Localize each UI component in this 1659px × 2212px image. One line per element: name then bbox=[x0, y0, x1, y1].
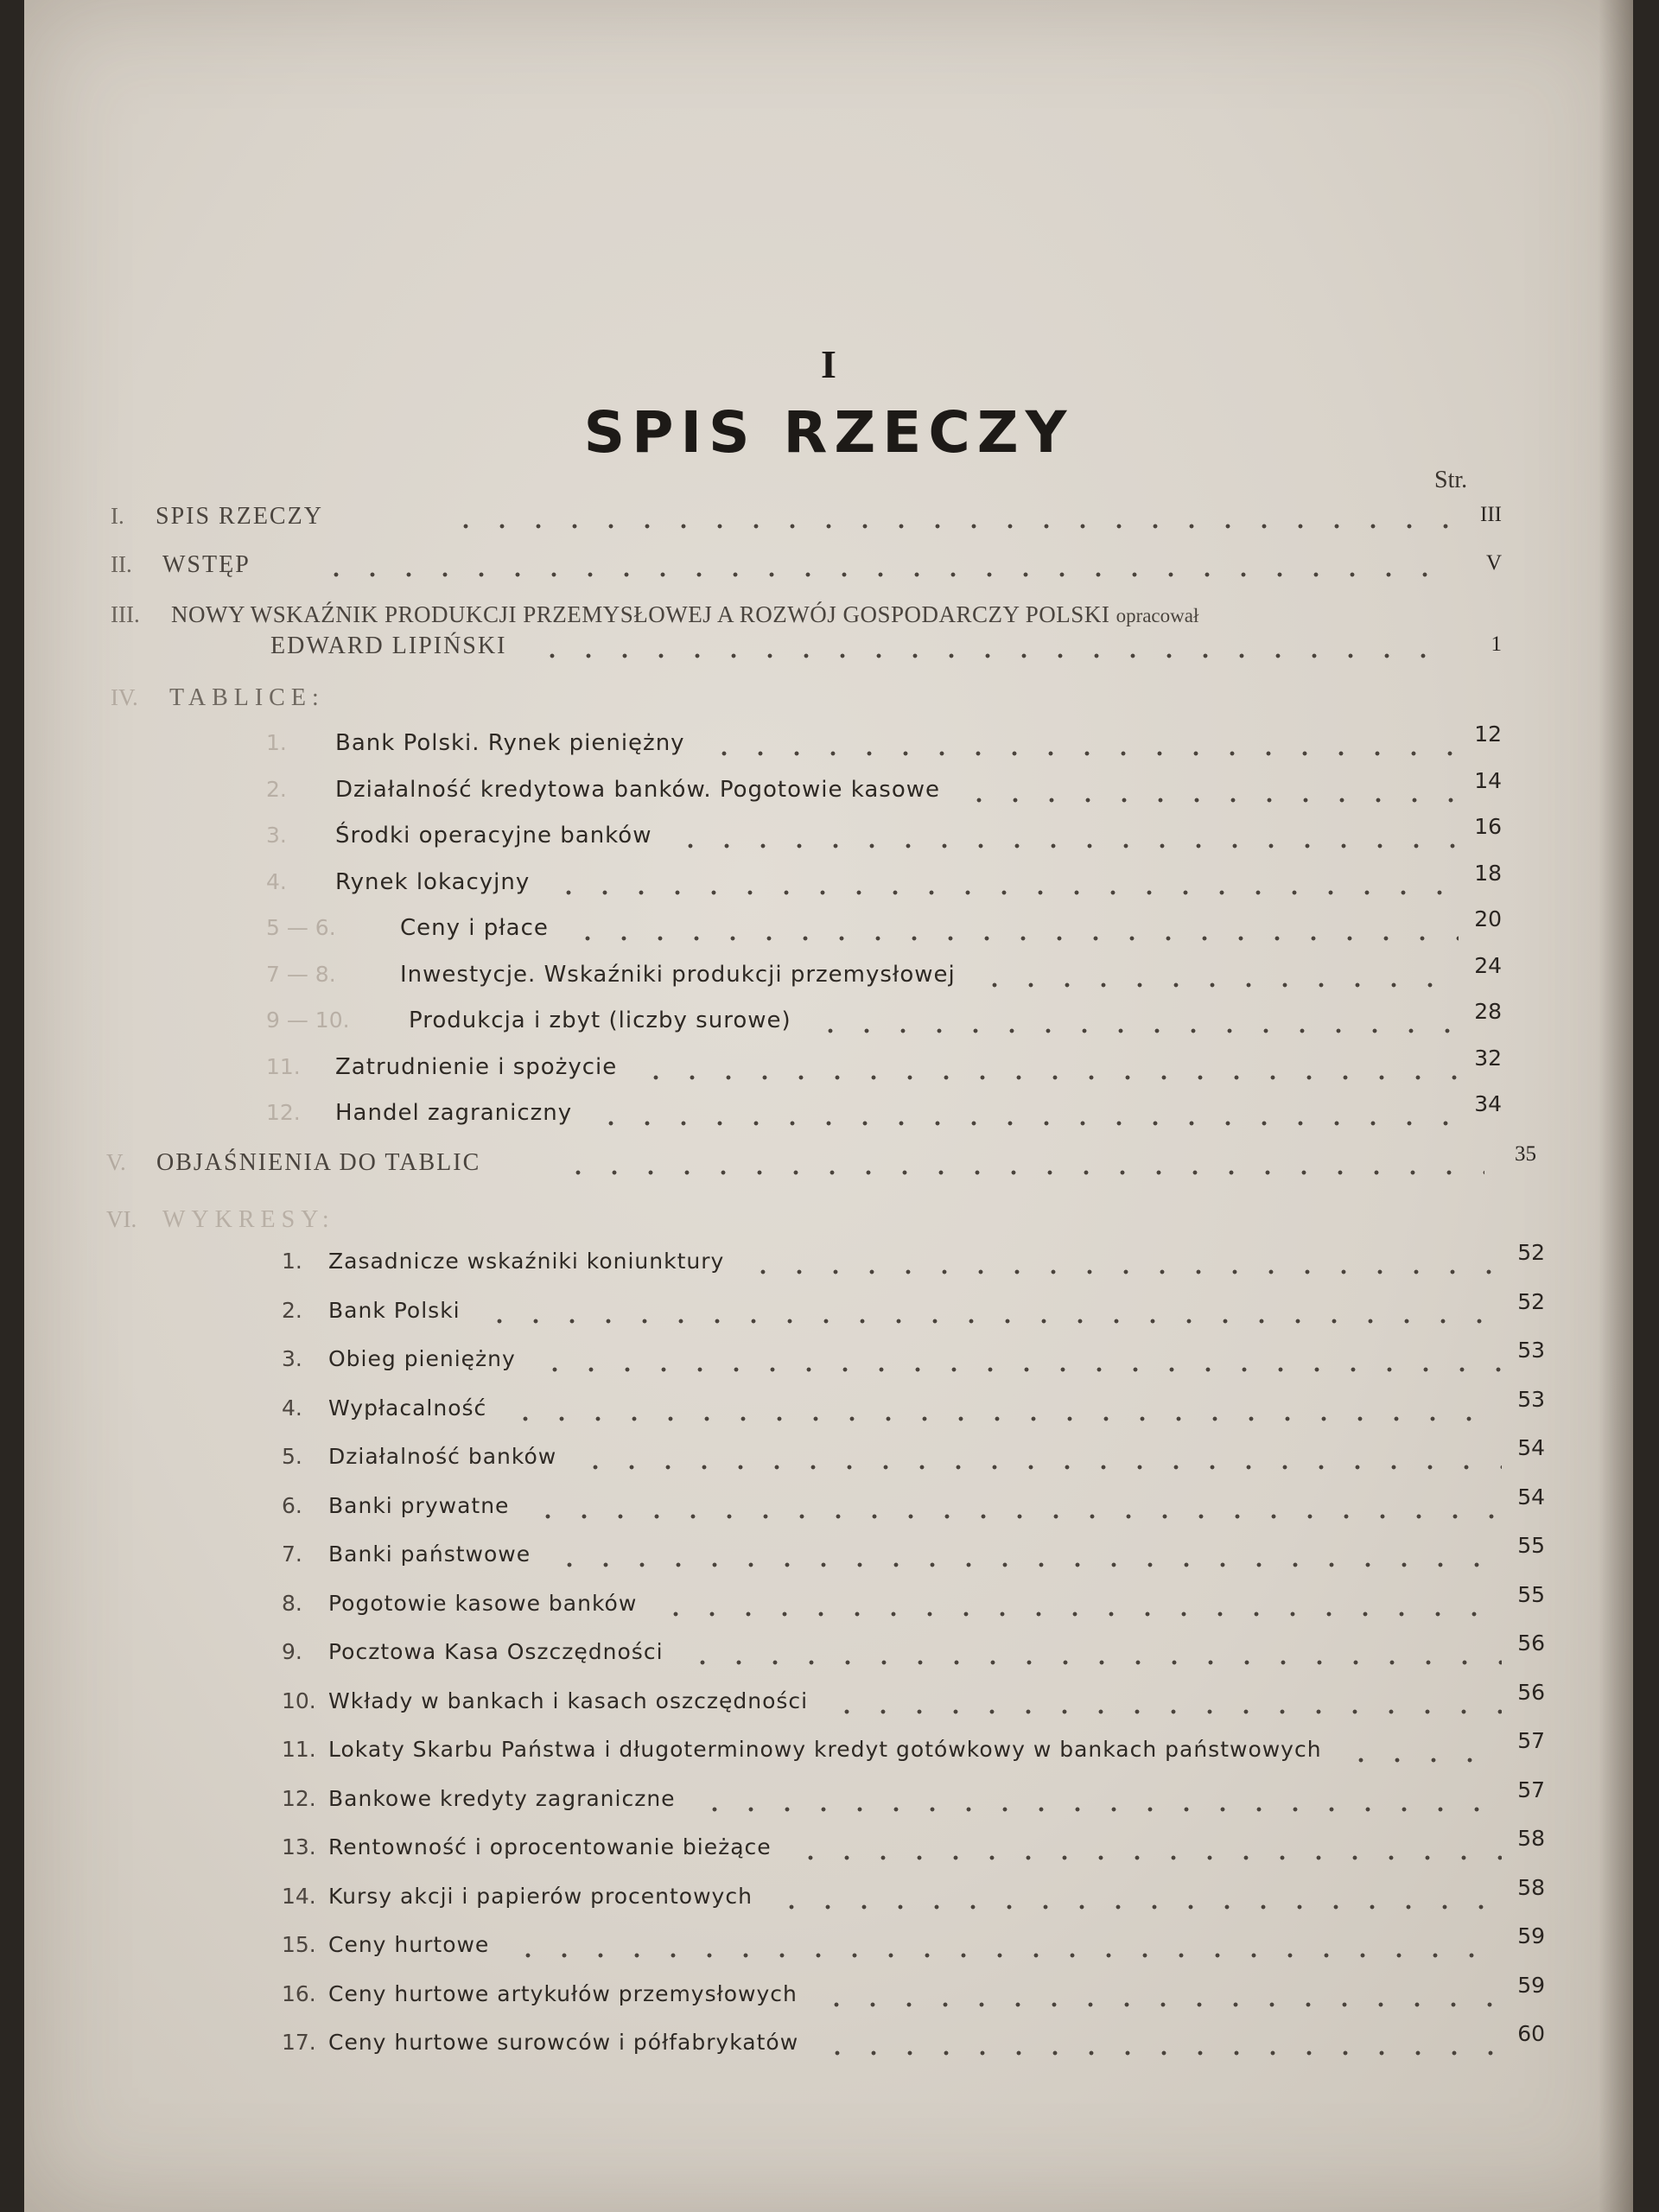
leader-dots bbox=[481, 1317, 1502, 1325]
page-number: V bbox=[1485, 551, 1502, 575]
item-number: 5. bbox=[282, 1444, 302, 1469]
item-title: Ceny hurtowe surowców i półfabrykatów bbox=[328, 2030, 799, 2055]
section-author: EDWARD LIPIŃSKI bbox=[270, 632, 507, 659]
wykres-item[interactable] bbox=[24, 1972, 1633, 2021]
item-number: 13. bbox=[282, 1834, 316, 1859]
item-title: Zasadnicze wskaźniki koniunktury bbox=[328, 1249, 725, 1274]
item-number: 9. bbox=[282, 1639, 302, 1664]
leader-dots bbox=[577, 1463, 1502, 1471]
item-number: 1. bbox=[282, 1249, 302, 1274]
leader-dots bbox=[560, 1168, 1484, 1177]
tablica-item[interactable] bbox=[24, 814, 1633, 862]
item-number: 7. bbox=[282, 1541, 302, 1567]
leader-dots bbox=[1343, 1756, 1502, 1764]
item-title: Ceny i płace bbox=[400, 915, 549, 941]
page-number: 59 bbox=[1517, 1972, 1545, 1998]
leader-dots bbox=[745, 1268, 1502, 1276]
item-title: Ceny hurtowe artykułów przemysłowych bbox=[328, 1980, 798, 2006]
section-title: WYKRESY: bbox=[162, 1206, 335, 1233]
page-sheet bbox=[24, 0, 1633, 2212]
item-title: Kursy akcji i papierów procentowych bbox=[328, 1883, 753, 1909]
page-number: 52 bbox=[1517, 1240, 1545, 1265]
wykres-item[interactable] bbox=[24, 1826, 1633, 1874]
item-number: 12. bbox=[282, 1785, 316, 1811]
wykres-item[interactable] bbox=[24, 1386, 1633, 1435]
page-number: 57 bbox=[1517, 1728, 1545, 1753]
item-number: 6. bbox=[282, 1492, 302, 1518]
page-number: 35 bbox=[1515, 1142, 1536, 1166]
leader-dots bbox=[551, 1560, 1502, 1569]
section-number: V. bbox=[106, 1149, 126, 1175]
page-number: 55 bbox=[1517, 1533, 1545, 1558]
page-number: 55 bbox=[1517, 1581, 1545, 1607]
wykres-item[interactable] bbox=[24, 1581, 1633, 1630]
toc-section-3[interactable] bbox=[24, 601, 1633, 671]
toc-section-1[interactable] bbox=[24, 503, 1633, 543]
item-number: 4. bbox=[282, 1395, 302, 1421]
item-number: 17. bbox=[282, 2030, 316, 2055]
leader-dots bbox=[530, 1512, 1502, 1521]
leader-dots bbox=[537, 1365, 1502, 1374]
tablica-item[interactable] bbox=[24, 860, 1633, 909]
section-number: IV. bbox=[111, 684, 138, 710]
leader-dots bbox=[510, 1951, 1502, 1960]
leader-dots bbox=[448, 522, 1450, 531]
item-number: 2. bbox=[282, 1297, 302, 1323]
item-title: Inwestycje. Wskaźniki produkcji przemysłowej bbox=[400, 961, 956, 988]
page-number: 20 bbox=[1474, 906, 1502, 931]
wykres-item[interactable] bbox=[24, 1484, 1633, 1533]
item-title: Wkłady w bankach i kasach oszczędności bbox=[328, 1688, 809, 1713]
leader-dots bbox=[684, 1658, 1502, 1667]
item-title: Zatrudnienie i spożycie bbox=[335, 1053, 618, 1080]
item-number: 15. bbox=[282, 1932, 316, 1957]
item-title: Ceny hurtowe bbox=[328, 1932, 490, 1957]
leader-dots bbox=[569, 934, 1459, 943]
item-title: Bank Polski bbox=[328, 1297, 461, 1323]
item-title: Działalność kredytowa banków. Pogotowie kasowe bbox=[335, 776, 941, 803]
item-number: 4. bbox=[266, 868, 287, 894]
wykres-item[interactable] bbox=[24, 1240, 1633, 1288]
wykres-item[interactable] bbox=[24, 1923, 1633, 1972]
item-title: Pocztowa Kasa Oszczędności bbox=[328, 1639, 664, 1664]
item-title: Bankowe kredyty zagraniczne bbox=[328, 1785, 676, 1811]
leader-dots bbox=[829, 1707, 1502, 1716]
section-title: SPIS RZECZY bbox=[156, 503, 323, 530]
page-number: 54 bbox=[1517, 1435, 1545, 1460]
wykres-item[interactable] bbox=[24, 1630, 1633, 1679]
leader-dots bbox=[534, 652, 1450, 660]
item-title: Handel zagraniczny bbox=[335, 1100, 573, 1126]
page-number: 57 bbox=[1517, 1777, 1545, 1802]
page-number: 28 bbox=[1474, 999, 1502, 1024]
leader-dots bbox=[658, 1610, 1502, 1618]
section-title: TABLICE: bbox=[169, 684, 325, 711]
page-number: 12 bbox=[1474, 721, 1502, 747]
item-number: 2. bbox=[266, 776, 287, 802]
page-number: 18 bbox=[1474, 860, 1502, 886]
leader-dots bbox=[976, 981, 1459, 989]
item-number: 14. bbox=[282, 1883, 316, 1909]
item-number: 8. bbox=[282, 1590, 302, 1616]
toc-section-5[interactable] bbox=[24, 1142, 1633, 1189]
section-number: I. bbox=[111, 503, 124, 529]
item-title: Wypłacalność bbox=[328, 1395, 487, 1421]
leader-dots bbox=[819, 2049, 1502, 2057]
section-number: III. bbox=[111, 601, 140, 627]
tablica-item[interactable] bbox=[24, 721, 1633, 770]
leader-dots bbox=[818, 2000, 1502, 2009]
tablica-item[interactable] bbox=[24, 906, 1633, 955]
item-title: Działalność banków bbox=[328, 1444, 557, 1469]
item-number: 12. bbox=[266, 1100, 301, 1125]
leader-dots bbox=[318, 570, 1450, 579]
page-number: 58 bbox=[1517, 1874, 1545, 1900]
tablica-item[interactable] bbox=[24, 999, 1633, 1047]
wykres-item[interactable] bbox=[24, 1288, 1633, 1338]
section-title: WSTĘP bbox=[162, 551, 251, 578]
item-title: Pogotowie kasowe banków bbox=[328, 1590, 638, 1616]
item-title: Obieg pieniężny bbox=[328, 1346, 516, 1371]
page-number: 60 bbox=[1517, 2021, 1545, 2046]
wykres-item[interactable] bbox=[24, 1435, 1633, 1484]
page-number: 59 bbox=[1517, 1923, 1545, 1948]
leader-dots bbox=[638, 1073, 1459, 1082]
leader-dots bbox=[773, 1903, 1502, 1911]
page-number: 58 bbox=[1517, 1826, 1545, 1851]
leader-dots bbox=[961, 796, 1459, 804]
wykres-item[interactable] bbox=[24, 1728, 1633, 1777]
section-title: NOWY WSKAŹNIK PRODUKCJI PRZEMYSŁOWEJ A ROZWÓJ GOSPODARCZY POLSKI opracował bbox=[171, 601, 1199, 627]
section-title: OBJAŚNIENIA DO TABLIC bbox=[156, 1149, 481, 1176]
item-title: Bank Polski. Rynek pieniężny bbox=[335, 730, 685, 756]
wykres-item[interactable] bbox=[24, 1679, 1633, 1728]
item-number: 11. bbox=[282, 1737, 316, 1762]
leader-dots bbox=[812, 1027, 1459, 1035]
item-number: 3. bbox=[282, 1346, 302, 1371]
item-title: Lokaty Skarbu Państwa i długoterminowy kredyt gotówkowy w bankach państwowych bbox=[328, 1737, 1322, 1762]
toc-section-4[interactable] bbox=[24, 684, 1633, 724]
leader-dots bbox=[672, 842, 1459, 850]
tablica-item[interactable] bbox=[24, 1045, 1633, 1094]
page-number: 53 bbox=[1517, 1386, 1545, 1412]
item-title: Rynek lokacyjny bbox=[335, 868, 531, 895]
tablica-item[interactable] bbox=[24, 952, 1633, 1001]
item-number: 9 — 10. bbox=[266, 1007, 350, 1033]
section-number: VI. bbox=[106, 1206, 137, 1232]
page-number: 24 bbox=[1474, 952, 1502, 978]
page-number: 54 bbox=[1517, 1484, 1545, 1510]
leader-dots bbox=[507, 1414, 1502, 1423]
page-roman-number: I bbox=[821, 342, 836, 386]
page-title: SPIS RZECZY bbox=[583, 399, 1074, 466]
tablica-item[interactable] bbox=[24, 1091, 1633, 1140]
item-number: 10. bbox=[282, 1688, 316, 1713]
item-number: 16. bbox=[282, 1980, 316, 2006]
page-number: 14 bbox=[1474, 767, 1502, 793]
page-number: 34 bbox=[1474, 1091, 1502, 1116]
toc-section-6[interactable] bbox=[24, 1206, 1633, 1246]
page-number: 52 bbox=[1517, 1288, 1545, 1314]
page-number: 32 bbox=[1474, 1045, 1502, 1071]
page-number: 56 bbox=[1517, 1630, 1545, 1656]
item-number: 7 — 8. bbox=[266, 961, 336, 987]
leader-dots bbox=[792, 1853, 1502, 1862]
item-title: Produkcja i zbyt (liczby surowe) bbox=[409, 1007, 791, 1033]
leader-dots bbox=[593, 1119, 1459, 1128]
page-column-label: Str. bbox=[1434, 467, 1468, 493]
page-number: III bbox=[1480, 503, 1502, 526]
item-number: 3. bbox=[266, 823, 287, 848]
toc-section-2[interactable] bbox=[24, 551, 1633, 591]
item-title: Banki państwowe bbox=[328, 1541, 531, 1567]
item-number: 11. bbox=[266, 1053, 301, 1079]
wykres-item[interactable] bbox=[24, 1874, 1633, 1923]
leader-dots bbox=[706, 749, 1459, 758]
leader-dots bbox=[696, 1805, 1502, 1814]
page-number: 1 bbox=[1491, 632, 1502, 656]
item-title: Rentowność i oprocentowanie bieżące bbox=[328, 1834, 772, 1859]
wykres-item[interactable] bbox=[24, 1777, 1633, 1826]
page-number: 16 bbox=[1474, 814, 1502, 839]
item-number: 1. bbox=[266, 730, 287, 755]
item-title: Banki prywatne bbox=[328, 1492, 510, 1518]
item-number: 5 — 6. bbox=[266, 915, 336, 940]
wykres-item[interactable] bbox=[24, 1338, 1633, 1386]
leader-dots bbox=[550, 888, 1459, 897]
page-number: 56 bbox=[1517, 1679, 1545, 1705]
section-number: II. bbox=[111, 551, 132, 577]
page-number: 53 bbox=[1517, 1338, 1545, 1363]
wykres-item[interactable] bbox=[24, 2021, 1633, 2069]
tablica-item[interactable] bbox=[24, 767, 1633, 817]
wykres-item[interactable] bbox=[24, 1533, 1633, 1581]
item-title: Środki operacyjne banków bbox=[335, 823, 652, 849]
